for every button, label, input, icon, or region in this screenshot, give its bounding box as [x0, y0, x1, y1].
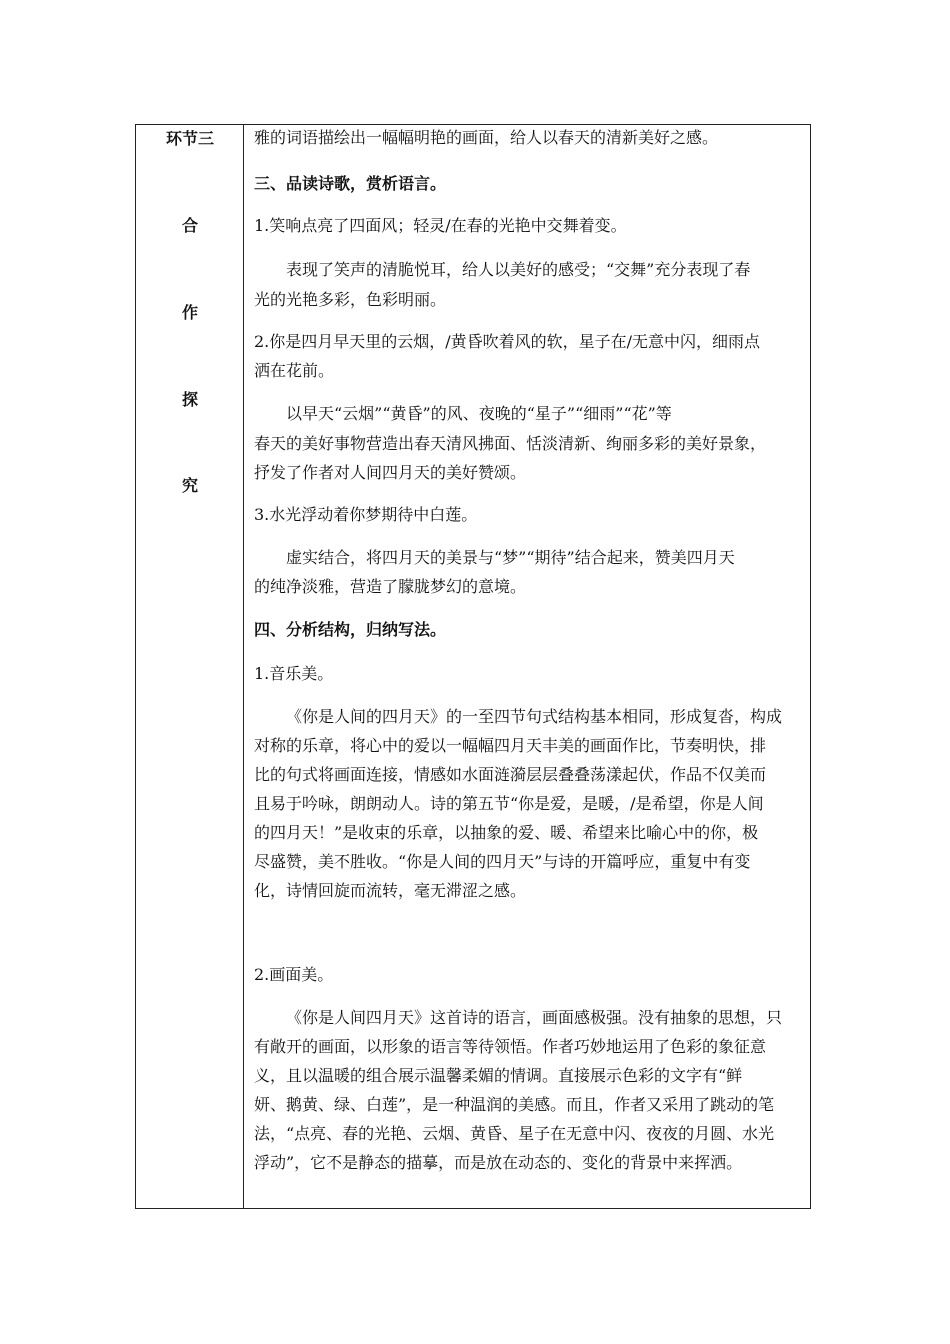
text-line: 的纯净淡雅，营造了朦胧梦幻的意境。 — [254, 577, 527, 596]
text-line: 以早天“云烟”“黄昏”的风、夜晚的“星子”“细雨”“花”等 — [286, 404, 672, 423]
text-line: 且易于吟咏，朗朗动人。诗的第五节“你是爱，是暖，/是希望，你是人间 — [254, 794, 764, 813]
stage-char-3: 探 — [181, 390, 198, 409]
stage-label-cell — [136, 125, 244, 1208]
subheading: 2.画面美。 — [254, 965, 334, 984]
text-line: 的四月天！”是收束的乐章，以抽象的爱、暖、希望来比喻心中的你，极 — [254, 823, 759, 842]
stage-char-2: 作 — [181, 303, 198, 322]
section-heading: 四、分析结构，归纳写法。 — [254, 620, 447, 639]
text-line: 光的光艳多彩，色彩明丽。 — [254, 290, 447, 309]
text-line: 化，诗情回旋而流转，毫无滞涩之感。 — [254, 881, 527, 900]
text-line: 雅的词语描绘出一幅幅明艳的画面，给人以春天的清新美好之感。 — [254, 128, 719, 147]
stage-char-4: 究 — [181, 476, 198, 495]
text-line: 比的句式将画面连接，情感如水面涟漪层层叠叠荡漾起伏，作品不仅美而 — [254, 765, 767, 784]
lesson-table — [135, 124, 811, 1209]
text-line: 尽盛赞，美不胜收。“你是人间的四月天”与诗的开篇呼应，重复中有变 — [254, 852, 751, 871]
text-line: 对称的乐章，将心中的爱以一幅幅四月天丰美的画面作比，节奏明快，排 — [254, 736, 767, 755]
text-line: 义，且以温暖的组合展示温馨柔媚的情调。直接展示色彩的文字有“鲜 — [254, 1066, 743, 1085]
text-line: 《你是人间的四月天》的一至四节句式结构基本相同，形成复沓，构成 — [286, 707, 783, 726]
text-line: 抒发了作者对人间四月天的美好赞颂。 — [254, 463, 527, 482]
stage-label: 环节三 — [165, 129, 214, 148]
subheading: 1.音乐美。 — [254, 664, 334, 683]
text-line: 春天的美好事物营造出春天清风拂面、恬淡清新、绚丽多彩的美好景象， — [254, 434, 767, 453]
stage-char-1: 合 — [181, 216, 198, 235]
content-cell — [244, 125, 810, 1208]
section-heading: 三、品读诗歌，赏析语言。 — [254, 174, 447, 193]
poem-quote: 1.笑响点亮了四面风；轻灵/在春的光艳中交舞着变。 — [254, 216, 627, 235]
text-line: 法，“点亮、春的光艳、云烟、黄昏、星子在无意中闪、夜夜的月圆、水光 — [254, 1124, 775, 1143]
text-line: 表现了笑声的清脆悦耳，给人以美好的感受；“交舞”充分表现了春 — [286, 260, 751, 279]
poem-quote: 2.你是四月早天里的云烟，/黄昏吹着风的软，星子在/无意中闪，细雨点 — [254, 332, 761, 351]
poem-quote: 洒在花前。 — [254, 361, 335, 380]
text-line: 虚实结合，将四月天的美景与“梦”“期待”结合起来，赞美四月天 — [286, 548, 735, 567]
poem-quote: 3.水光浮动着你梦期待中白莲。 — [254, 505, 478, 524]
text-line: 浮动”，它不是静态的描摹，而是放在动态的、变化的背景中来挥洒。 — [254, 1153, 743, 1172]
text-line: 妍、鹅黄、绿、白莲”，是一种温润的美感。而且，作者又采用了跳动的笔 — [254, 1095, 775, 1114]
text-line: 有敞开的画面，以形象的语言等待领悟。作者巧妙地运用了色彩的象征意 — [254, 1037, 767, 1056]
text-line: 《你是人间四月天》这首诗的语言，画面感极强。没有抽象的思想，只 — [286, 1008, 783, 1027]
